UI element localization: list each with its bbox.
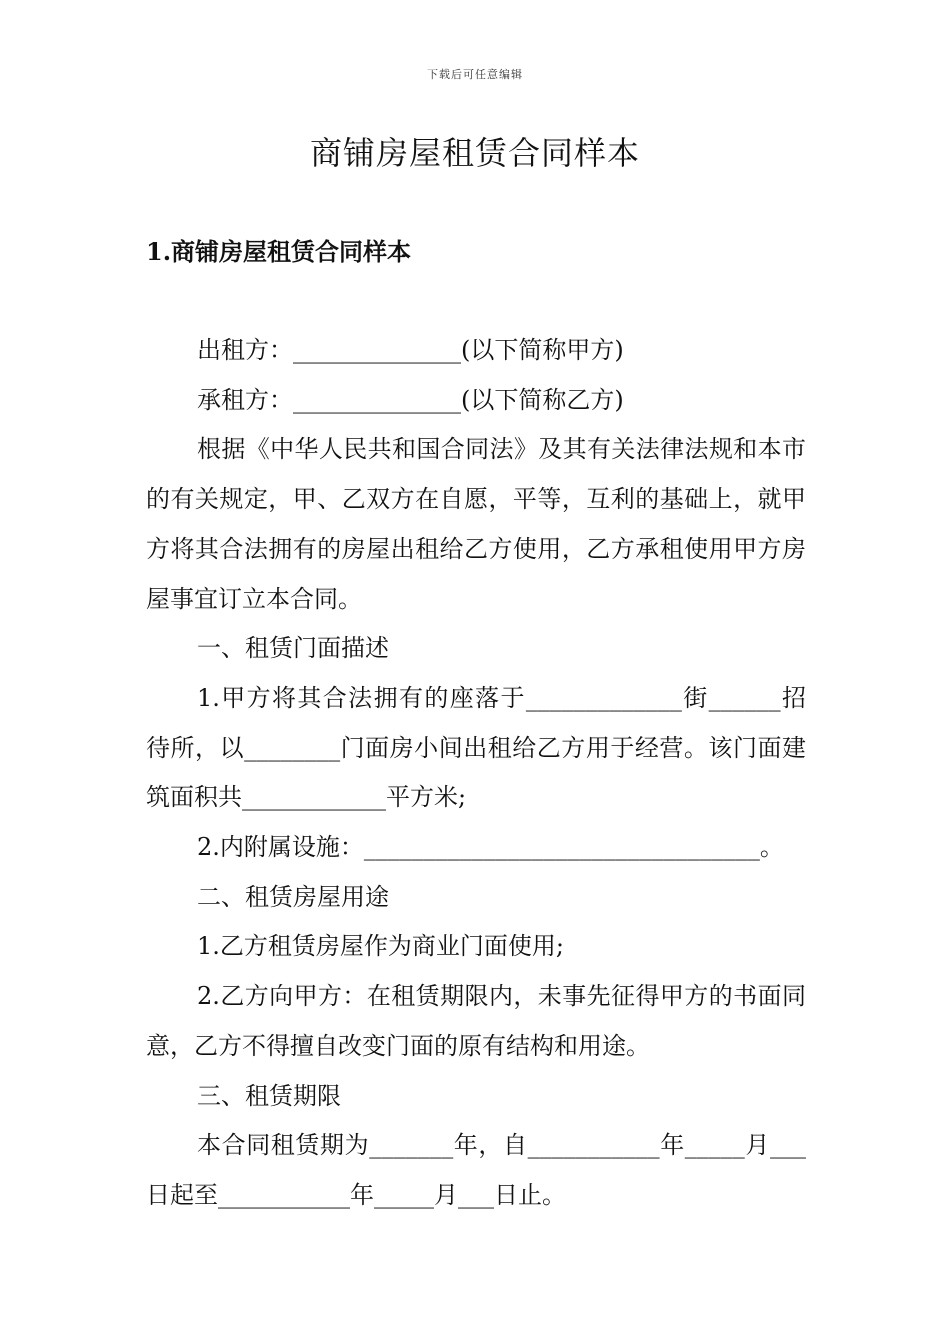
- lessor-line: 出租方：______________(以下简称甲方): [197, 336, 624, 364]
- header-note: 下载后可任意编辑: [427, 68, 523, 81]
- section-3-title: 三、租赁期限: [197, 1081, 341, 1110]
- section-2-item-1: 1.乙方租赁房屋作为商业门面使用;: [197, 932, 564, 961]
- section-1-item-2: 2.内附属设施：_________________________________。: [197, 833, 784, 862]
- document-heading: 1.商铺房屋租赁合同样本: [146, 237, 412, 266]
- section-3-text: 本合同租赁期为_______年，自___________年_____月___日起至___________年_____月___日止。: [146, 1131, 806, 1209]
- lessee-line: 承租方：______________(以下简称乙方): [197, 385, 624, 414]
- section-2-item-2: 2.乙方向甲方：在租赁期限内，未事先征得甲方的书面同意，乙方不得擅自改变门面的原有结构和用途。: [146, 982, 806, 1060]
- document-title: 商铺房屋租赁合同样本: [309, 134, 640, 172]
- section-1-title: 一、租赁门面描述: [197, 634, 389, 663]
- intro-paragraph: 根据《中华人民共和国合同法》及其有关法律法规和本市的有关规定，甲、乙双方在自愿，平等，互利的基础上，就甲方将其合法拥有的房屋出租给乙方使用，乙方承租使用甲方房屋事宜订立本合同。: [146, 435, 806, 613]
- section-2-title: 二、租赁房屋用途: [197, 882, 389, 911]
- section-1-item-1: 1.甲方将其合法拥有的座落于_____________街______招待所，以________门面房小间出租给乙方用于经营。该门面建筑面积共____________平方米;: [146, 683, 806, 812]
- contract-body: [146, 326, 806, 1221]
